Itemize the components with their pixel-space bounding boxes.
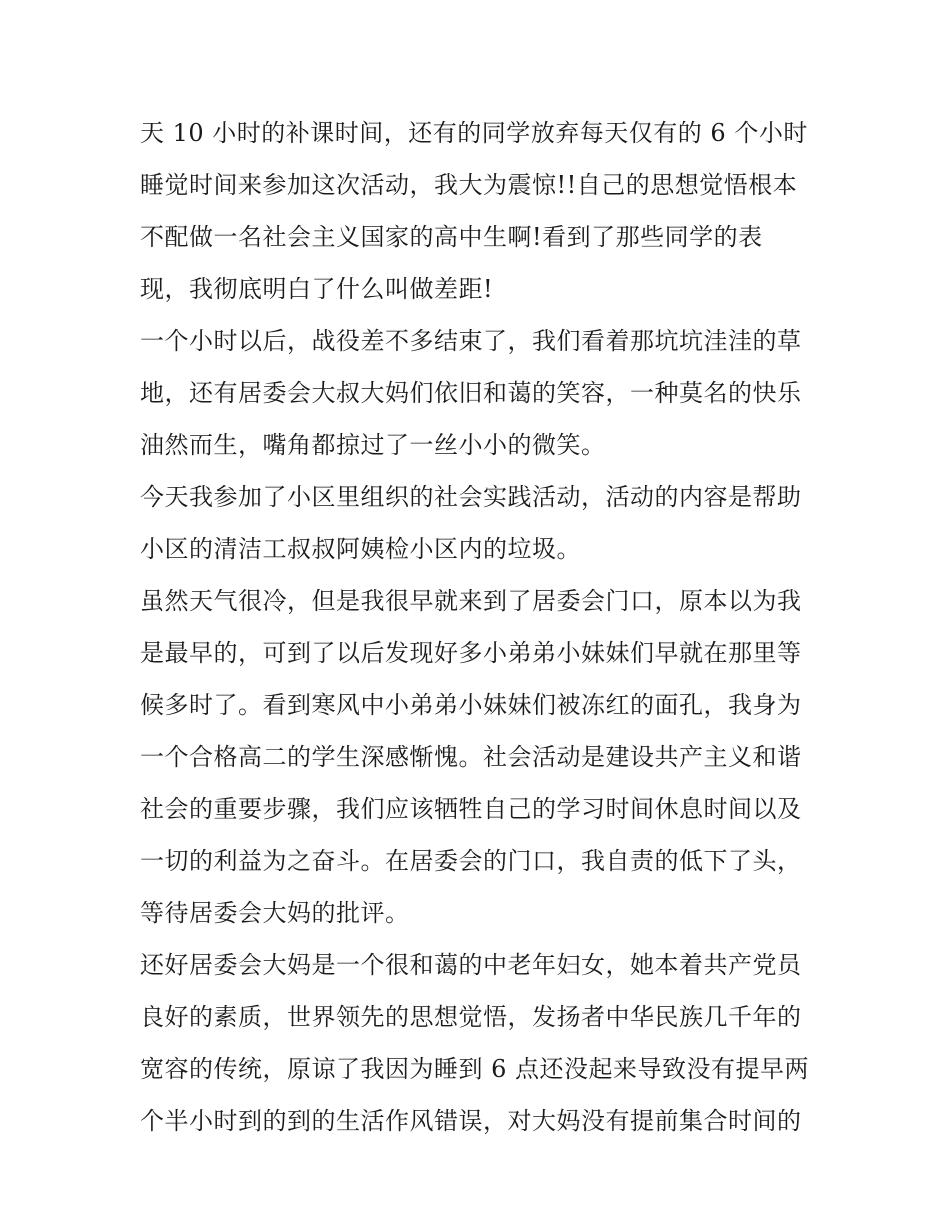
text-line: 一切的利益为之奋斗。在居委会的门口，我自责的低下了头， <box>140 847 802 875</box>
text-line: 宽容的传统，原谅了我因为睡到 6 点还没起来导致没有提早两 <box>140 1055 810 1083</box>
text-line: 还好居委会大妈是一个很和蔼的中老年妇女，她本着共产党员 <box>140 951 802 979</box>
text-line: 个半小时到的到的生活作风错误，对大妈没有提前集合时间的 <box>140 1107 802 1135</box>
text-line: 现，我彻底明白了什么叫做差距! <box>140 275 494 303</box>
text-line: 油然而生，嘴角都掠过了一丝小小的微笑。 <box>140 431 606 459</box>
text-line: 候多时了。看到寒风中小弟弟小妹妹们被冻红的面孔，我身为 <box>140 691 802 719</box>
text-line: 天 10 小时的补课时间，还有的同学放弃每天仅有的 6 个小时 <box>140 119 808 147</box>
text-line: 社会的重要步骤，我们应该牺牲自己的学习时间休息时间以及 <box>140 795 802 823</box>
text-line: 地，还有居委会大叔大妈们依旧和蔼的笑容，一种莫名的快乐 <box>140 379 802 407</box>
text-line: 良好的素质，世界领先的思想觉悟，发扬者中华民族几千年的 <box>140 1003 802 1031</box>
text-line: 今天我参加了小区里组织的社会实践活动，活动的内容是帮助 <box>140 483 802 511</box>
text-line: 一个合格高二的学生深感惭愧。社会活动是建设共产主义和谐 <box>140 743 802 771</box>
document-body <box>140 107 820 1147</box>
text-line: 一个小时以后，战役差不多结束了，我们看着那坑坑洼洼的草 <box>140 327 802 355</box>
text-line: 不配做一名社会主义国家的高中生啊!看到了那些同学的表 <box>140 223 763 251</box>
text-line: 小区的清洁工叔叔阿姨检小区内的垃圾。 <box>140 535 581 563</box>
text-line: 睡觉时间来参加这次活动，我大为震惊!!自己的思想觉悟根本 <box>140 171 798 199</box>
text-line: 是最早的，可到了以后发现好多小弟弟小妹妹们早就在那里等 <box>140 639 802 667</box>
text-line: 虽然天气很冷，但是我很早就来到了居委会门口，原本以为我 <box>140 587 802 615</box>
text-line: 等待居委会大妈的批评。 <box>140 899 410 927</box>
